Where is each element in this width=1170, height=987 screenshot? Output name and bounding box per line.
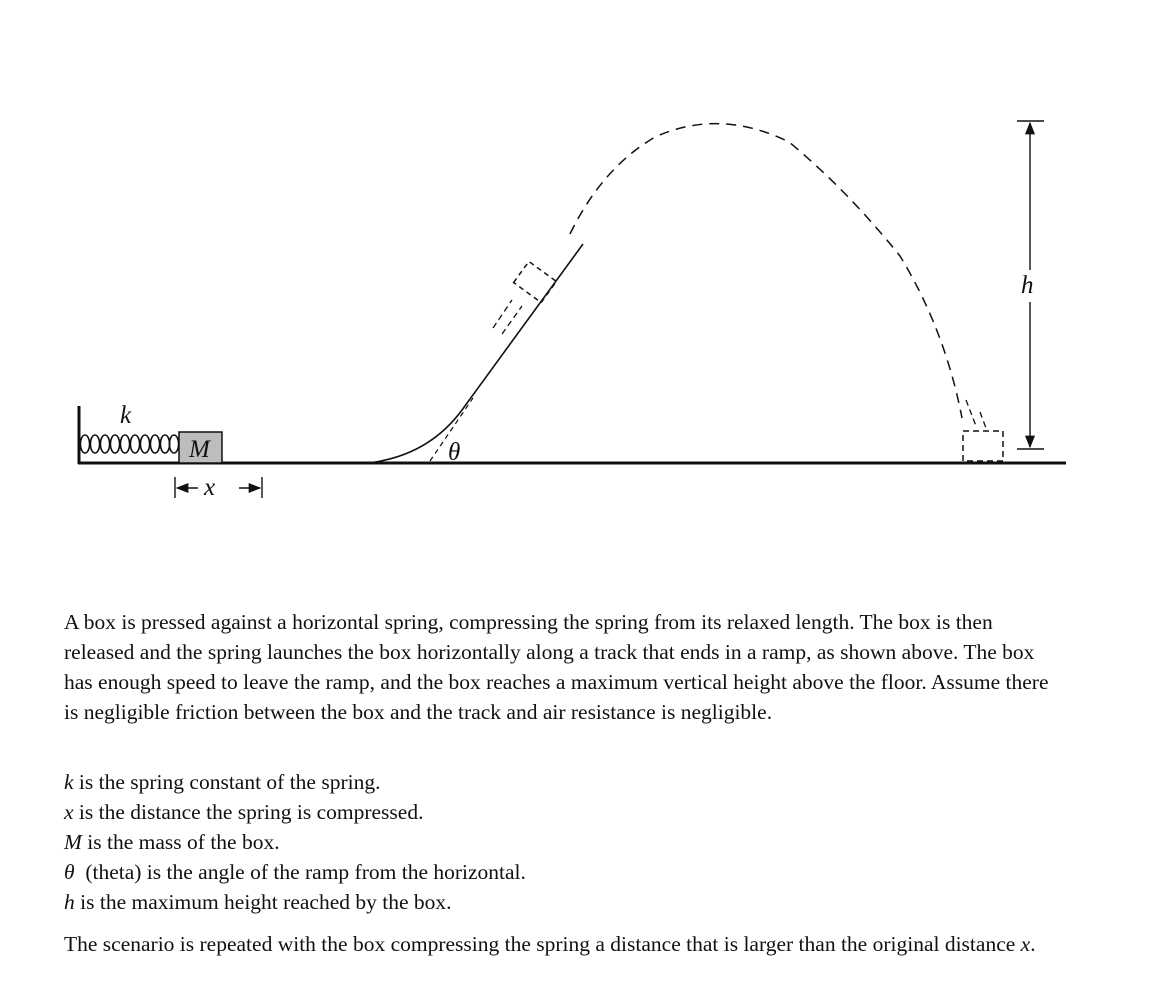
motion-lines-ramp <box>493 300 522 334</box>
definition-x <box>64 797 1064 827</box>
definitions-list <box>64 767 1064 917</box>
definition-symbol: θ <box>64 860 75 884</box>
repeat-period: . <box>1030 932 1036 956</box>
motion-lines-landing <box>966 400 986 428</box>
description-paragraph <box>64 607 1064 727</box>
mass-label: M <box>189 436 210 463</box>
box-landing <box>963 431 1003 461</box>
repeat-scenario <box>64 929 1064 959</box>
compression-dimension <box>175 477 262 498</box>
definition-text: is the maximum height reached by the box. <box>74 890 452 914</box>
definition-h <box>64 887 1064 917</box>
definition-symbol: M <box>64 830 82 854</box>
definition-text: is the spring constant of the spring. <box>73 770 381 794</box>
definition-text: is the mass of the box. <box>81 830 280 854</box>
definition-theta <box>64 857 1064 887</box>
definition-symbol: x <box>64 800 74 824</box>
definition-text: is the distance the spring is compressed. <box>73 800 424 824</box>
repeat-sentence: The scenario is repeated with the box compressing the spring a distance that is larger than the original distance <box>64 932 1021 956</box>
spring <box>80 435 178 453</box>
definition-k <box>64 767 1064 797</box>
definition-symbol: k <box>64 770 74 794</box>
trajectory <box>570 124 962 418</box>
definition-M <box>64 827 1064 857</box>
spring-constant-label: k <box>120 402 132 429</box>
repeat-symbol: x <box>1020 932 1031 956</box>
compression-label: x <box>204 474 216 501</box>
box-on-ramp <box>514 261 557 302</box>
definition-text: (theta) is the angle of the ramp from the horizontal. <box>74 860 526 884</box>
angle-label: θ <box>448 439 461 466</box>
definition-symbol: h <box>64 890 75 914</box>
repeat-text <box>64 929 1064 959</box>
description-text: A box is pressed against a horizontal spring, compressing the spring from its relaxed length. The box is then released and the spring launches the box horizontally along a track that ends in a ramp, as shown above. The box has enough speed to leave the ramp, and the box reaches a maximum vertical height above the floor. Assume there is negligible friction between the box and the track and air resistance is negligible. <box>64 610 1049 724</box>
height-label: h <box>1021 272 1034 299</box>
ramp <box>368 244 583 463</box>
